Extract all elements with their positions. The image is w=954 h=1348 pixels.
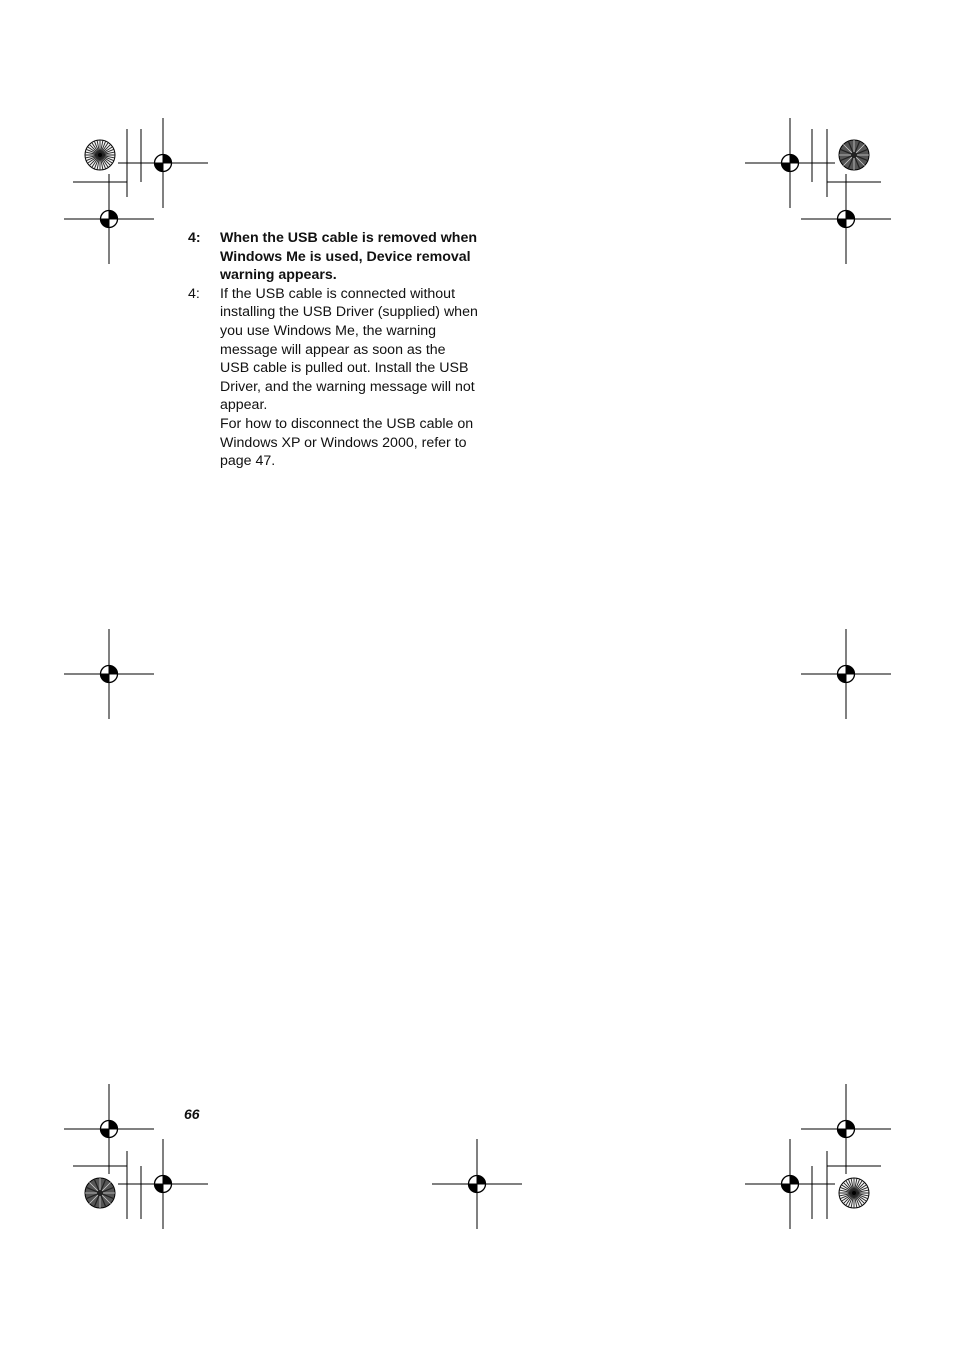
question bbox=[188, 229, 478, 285]
answer-body bbox=[220, 285, 478, 471]
answer-paragraph: For how to disconnect the USB cable on Windows XP or Windows 2000, refer to page 47. bbox=[220, 415, 474, 470]
corner-mark-top-left bbox=[64, 118, 208, 264]
corner-mark-top-right bbox=[745, 118, 891, 264]
page-number: 66 bbox=[184, 1106, 200, 1122]
answer bbox=[188, 285, 478, 471]
corner-mark-bottom-right bbox=[745, 1084, 891, 1229]
troubleshooting-entry bbox=[188, 229, 478, 471]
bottom-center-mark bbox=[432, 1139, 522, 1229]
answer-number: 4: bbox=[188, 285, 200, 302]
question-text: When the USB cable is removed when Windows Me is used, Device removal warning appears. bbox=[220, 230, 478, 284]
answer-paragraph: If the USB cable is connected without installing the USB Driver (supplied) when you use Windows Me, the warning message will appear as soon as the USB cable is pulled out. Install the USB Driver, and the warning message will not appear. bbox=[220, 285, 478, 414]
side-mark-left bbox=[64, 629, 154, 719]
question-number: 4: bbox=[188, 230, 201, 246]
side-mark-right bbox=[801, 629, 891, 719]
